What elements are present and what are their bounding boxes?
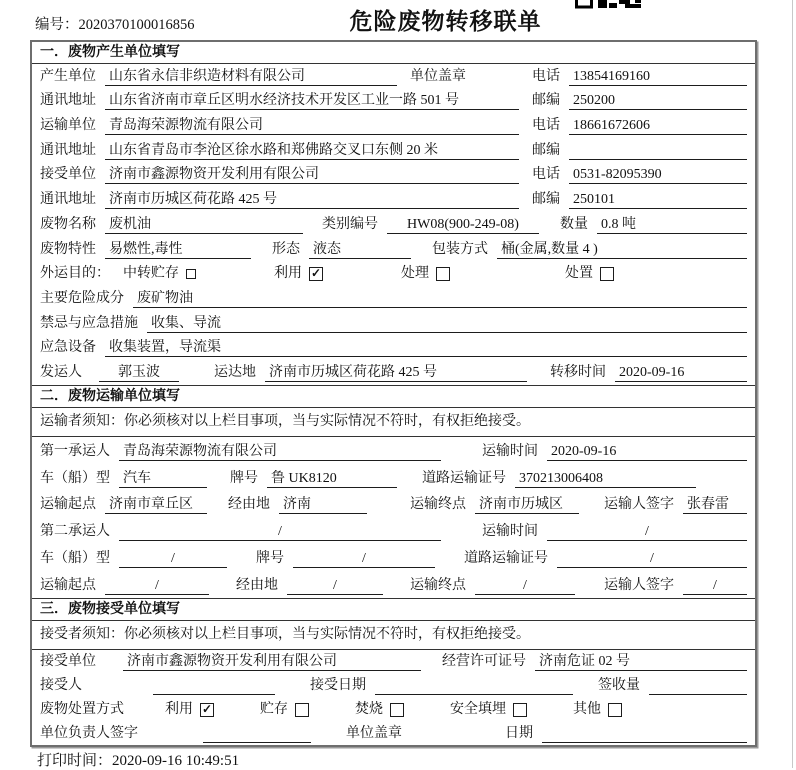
field-label: 接受人 [40, 678, 82, 694]
producer-postcode-value: 250200 [569, 92, 747, 110]
checkbox-label: 其他 [573, 702, 601, 718]
field-label: 接受单位 [40, 167, 96, 183]
use-checkbox[interactable]: ✓ [310, 266, 322, 281]
field-label: 通讯地址 [40, 192, 96, 208]
form-row-producer-4 [32, 138, 755, 163]
dispose-checkbox[interactable] [600, 267, 614, 281]
field-label: 单位负责人签字 [40, 726, 138, 742]
via2-value: / [287, 577, 383, 595]
treat-checkbox [401, 265, 450, 283]
form-row-producer-8 [32, 237, 755, 262]
plate-number1-value: 鲁 UK8120 [267, 470, 397, 488]
form-row-producer-10 [32, 286, 755, 311]
unit-seal-label: 单位盖章 [410, 68, 466, 84]
field-label: 通讯地址 [40, 93, 96, 109]
section-title-transport: 二．废物运输单位填写 [32, 385, 755, 408]
field-label: 运达地 [214, 364, 256, 380]
field-label: 禁忌与应急措施 [40, 315, 138, 331]
form-row-producer-2 [32, 89, 755, 114]
origin1-value: 济南市章丘区 [105, 496, 207, 514]
form-row-transport-6 [32, 571, 755, 598]
vehicle-type2-value: / [119, 550, 227, 568]
producer-address-value: 山东省济南市章丘区明水经济技术开发区工业一路 501 号 [105, 92, 519, 110]
form-row-producer-6 [32, 187, 755, 212]
unit-seal2-label: 单位盖章 [346, 726, 402, 742]
receiver-phone-value: 0531-82095390 [569, 166, 747, 184]
form-row-producer-1 [32, 64, 755, 89]
form-row-receiver-2 [32, 674, 755, 698]
form-row-transport-2 [32, 464, 755, 491]
field-label: 经由地 [236, 577, 278, 593]
print-time-label: 打印时间： [37, 753, 113, 769]
field-label: 邮编 [532, 192, 560, 208]
disposal-landfill-checkbox [450, 701, 527, 719]
notice-receiver: 接受者须知：你必须核对以上栏目事项，当与实际情况不符时，有权拒绝接受。 [32, 621, 755, 650]
producer-phone-value: 13854169160 [569, 68, 747, 86]
form-row-producer-3 [32, 113, 755, 138]
field-label: 电话 [532, 118, 560, 134]
field-label: 废物处置方式 [40, 702, 124, 718]
transporter-phone-value: 18661672606 [569, 117, 747, 135]
disposal-other-checkbox [573, 701, 622, 719]
road-permit2-value: / [557, 550, 747, 568]
field-label: 经营许可证号 [442, 653, 526, 669]
producer-unit-value: 山东省永信非织造材料有限公司 [105, 68, 397, 86]
accept-date-value [375, 677, 573, 695]
section-transport [32, 385, 755, 598]
field-label: 牌号 [230, 470, 258, 486]
destination-value: 济南市历城区荷花路 425 号 [265, 364, 527, 382]
form-row-producer-13 [32, 360, 755, 385]
field-label: 运输终点 [410, 497, 466, 513]
road-permit1-value: 370213006408 [515, 470, 696, 488]
form-row-producer-9 [32, 262, 755, 287]
field-label: 应急设备 [40, 340, 96, 356]
page-title: 危险废物转移联单 [349, 9, 542, 34]
checkbox-label: 利用 [165, 702, 193, 718]
field-label: 类别编号 [322, 216, 378, 232]
field-label: 车（船）型 [40, 550, 110, 566]
form-row-producer-7 [32, 212, 755, 237]
disposal-use-checkbox [165, 701, 214, 719]
sign-quantity-value [649, 677, 747, 695]
origin2-value: / [105, 577, 209, 595]
manifest-form-table [30, 40, 757, 747]
terminus1-value: 济南市历城区 [475, 496, 579, 514]
second-carrier-value: / [119, 523, 441, 541]
disposal-storage-checkbox[interactable] [295, 703, 309, 717]
field-label: 外运目的： [40, 266, 110, 282]
field-label: 邮编 [532, 142, 560, 158]
transport-time1-value: 2020-09-16 [547, 443, 747, 461]
field-label: 运输终点 [410, 577, 466, 593]
form-row-transport-1 [32, 437, 755, 464]
section-producer [32, 42, 755, 385]
field-label: 包装方式 [432, 241, 488, 257]
form-row-producer-12 [32, 336, 755, 361]
field-label: 道路运输证号 [422, 470, 506, 486]
checkbox-label: 焚烧 [355, 702, 383, 718]
page-edge-line [792, 0, 793, 768]
carrier-sign2-value: / [683, 577, 747, 595]
field-label: 运输单位 [40, 118, 96, 134]
first-carrier-value: 青岛海荣源物流有限公司 [119, 443, 441, 461]
field-label: 邮编 [532, 93, 560, 109]
transporter-unit-value: 青岛海荣源物流有限公司 [105, 117, 519, 135]
accept-person-value [153, 677, 275, 695]
receiver-address-value: 济南市历城区荷花路 425 号 [105, 191, 519, 209]
serial-label: 编号： [35, 17, 79, 33]
print-time-value: 2020-09-16 10:49:51 [112, 753, 240, 769]
dispose-checkbox [565, 265, 614, 283]
serial-value: 2020370100016856 [78, 17, 195, 33]
print-time-line [37, 749, 239, 770]
disposal-storage-checkbox [260, 701, 309, 719]
via1-value: 济南 [279, 496, 367, 514]
transfer-storage-checkbox [123, 265, 196, 283]
form-state-value: 液态 [309, 241, 411, 259]
transporter-address-value: 山东省青岛市李沧区徐水路和郑佛路交叉口东侧 20 米 [105, 142, 519, 160]
field-label: 运输时间 [482, 524, 538, 540]
receiver-unit-value: 济南市鑫源物资开发利用有限公司 [105, 166, 519, 184]
treat-checkbox[interactable] [436, 267, 450, 281]
field-label: 运输人签字 [604, 577, 674, 593]
field-label: 废物特性 [40, 241, 96, 257]
field-label: 接受日期 [310, 678, 366, 694]
checkbox-label: 安全填埋 [450, 702, 506, 718]
field-label: 发运人 [40, 364, 82, 380]
field-label: 运输时间 [482, 443, 538, 459]
checkbox-label: 中转贮存 [123, 266, 179, 282]
section-title-receiver: 三．废物接受单位填写 [32, 598, 755, 621]
field-label: 通讯地址 [40, 142, 96, 158]
disposal-burn-checkbox[interactable] [390, 703, 404, 717]
field-label: 转移时间 [550, 364, 606, 380]
main-hazard-value: 废矿物油 [133, 290, 747, 308]
use-checkbox [274, 265, 323, 283]
notice-transport: 运输者须知：你必须核对以上栏目事项，当与实际情况不符时，有权拒绝接受。 [32, 408, 755, 437]
qr-code-fragment [575, 0, 641, 9]
transfer-storage-checkbox[interactable] [186, 269, 196, 279]
transporter-postcode-value [569, 142, 747, 160]
field-label: 主要危险成分 [40, 290, 124, 306]
quantity-value: 0.8 吨 [597, 216, 747, 234]
sender-value: 郭玉波 [99, 364, 179, 382]
field-label: 电话 [532, 167, 560, 183]
form-row-transport-5 [32, 544, 755, 571]
vehicle-type1-value: 汽车 [119, 470, 207, 488]
emergency-equipment-value: 收集装置，导流渠 [105, 339, 747, 357]
form-row-receiver-4 [32, 722, 755, 746]
form-row-producer-5 [32, 163, 755, 188]
field-label: 运输起点 [40, 497, 96, 513]
checkbox-label: 处理 [401, 266, 429, 282]
section-receiver [32, 598, 755, 747]
accept-stamp-date-value [542, 725, 747, 743]
field-label: 接受单位 [40, 653, 96, 669]
form-row-producer-11 [32, 311, 755, 336]
field-label: 车（船）型 [40, 470, 110, 486]
field-label: 产生单位 [40, 68, 96, 84]
field-label: 道路运输证号 [464, 550, 548, 566]
field-label: 运输起点 [40, 577, 96, 593]
field-label: 形态 [272, 241, 300, 257]
field-label: 废物名称 [40, 216, 96, 232]
disposal-use-checkbox[interactable]: ✓ [201, 702, 213, 717]
transport-time2-value: / [547, 523, 747, 541]
disposal-other-checkbox[interactable] [608, 703, 622, 717]
field-label: 牌号 [256, 550, 284, 566]
checkbox-label: 处置 [565, 266, 593, 282]
receiver-postcode-value: 250101 [569, 191, 747, 209]
checkbox-label: 贮存 [260, 702, 288, 718]
form-row-transport-4 [32, 517, 755, 544]
field-label: 经由地 [228, 497, 270, 513]
form-row-transport-3 [32, 491, 755, 518]
plate-number2-value: / [293, 550, 435, 568]
transfer-date-value: 2020-09-16 [615, 364, 747, 382]
field-label: 数量 [560, 216, 588, 232]
field-label: 电话 [532, 68, 560, 84]
field-label: 日期 [505, 726, 533, 742]
waste-name-value: 废机油 [105, 216, 303, 234]
responsible-sign-value [203, 725, 311, 743]
disposal-landfill-checkbox[interactable] [513, 703, 527, 717]
checkbox-label: 利用 [274, 266, 302, 282]
field-label: 运输人签字 [604, 497, 674, 513]
terminus2-value: / [475, 577, 575, 595]
field-label: 签收量 [598, 678, 640, 694]
section-title-producer: 一．废物产生单位填写 [32, 42, 755, 64]
packaging-value: 桶(金属,数量 4 ) [497, 241, 747, 259]
emergency-measures-value: 收集、导流 [147, 315, 747, 333]
form-row-receiver-1 [32, 650, 755, 674]
disposal-burn-checkbox [355, 701, 404, 719]
carrier-sign1-value: 张春雷 [683, 496, 747, 514]
field-label: 第二承运人 [40, 524, 110, 540]
accept-unit-value: 济南市鑫源物资开发利用有限公司 [123, 653, 421, 671]
waste-trait-value: 易燃性,毒性 [105, 241, 251, 259]
license-number-value: 济南危证 02 号 [535, 653, 747, 671]
category-code-value: HW08(900-249-08) [387, 216, 539, 234]
form-row-receiver-3 [32, 698, 755, 722]
field-label: 第一承运人 [40, 443, 110, 459]
